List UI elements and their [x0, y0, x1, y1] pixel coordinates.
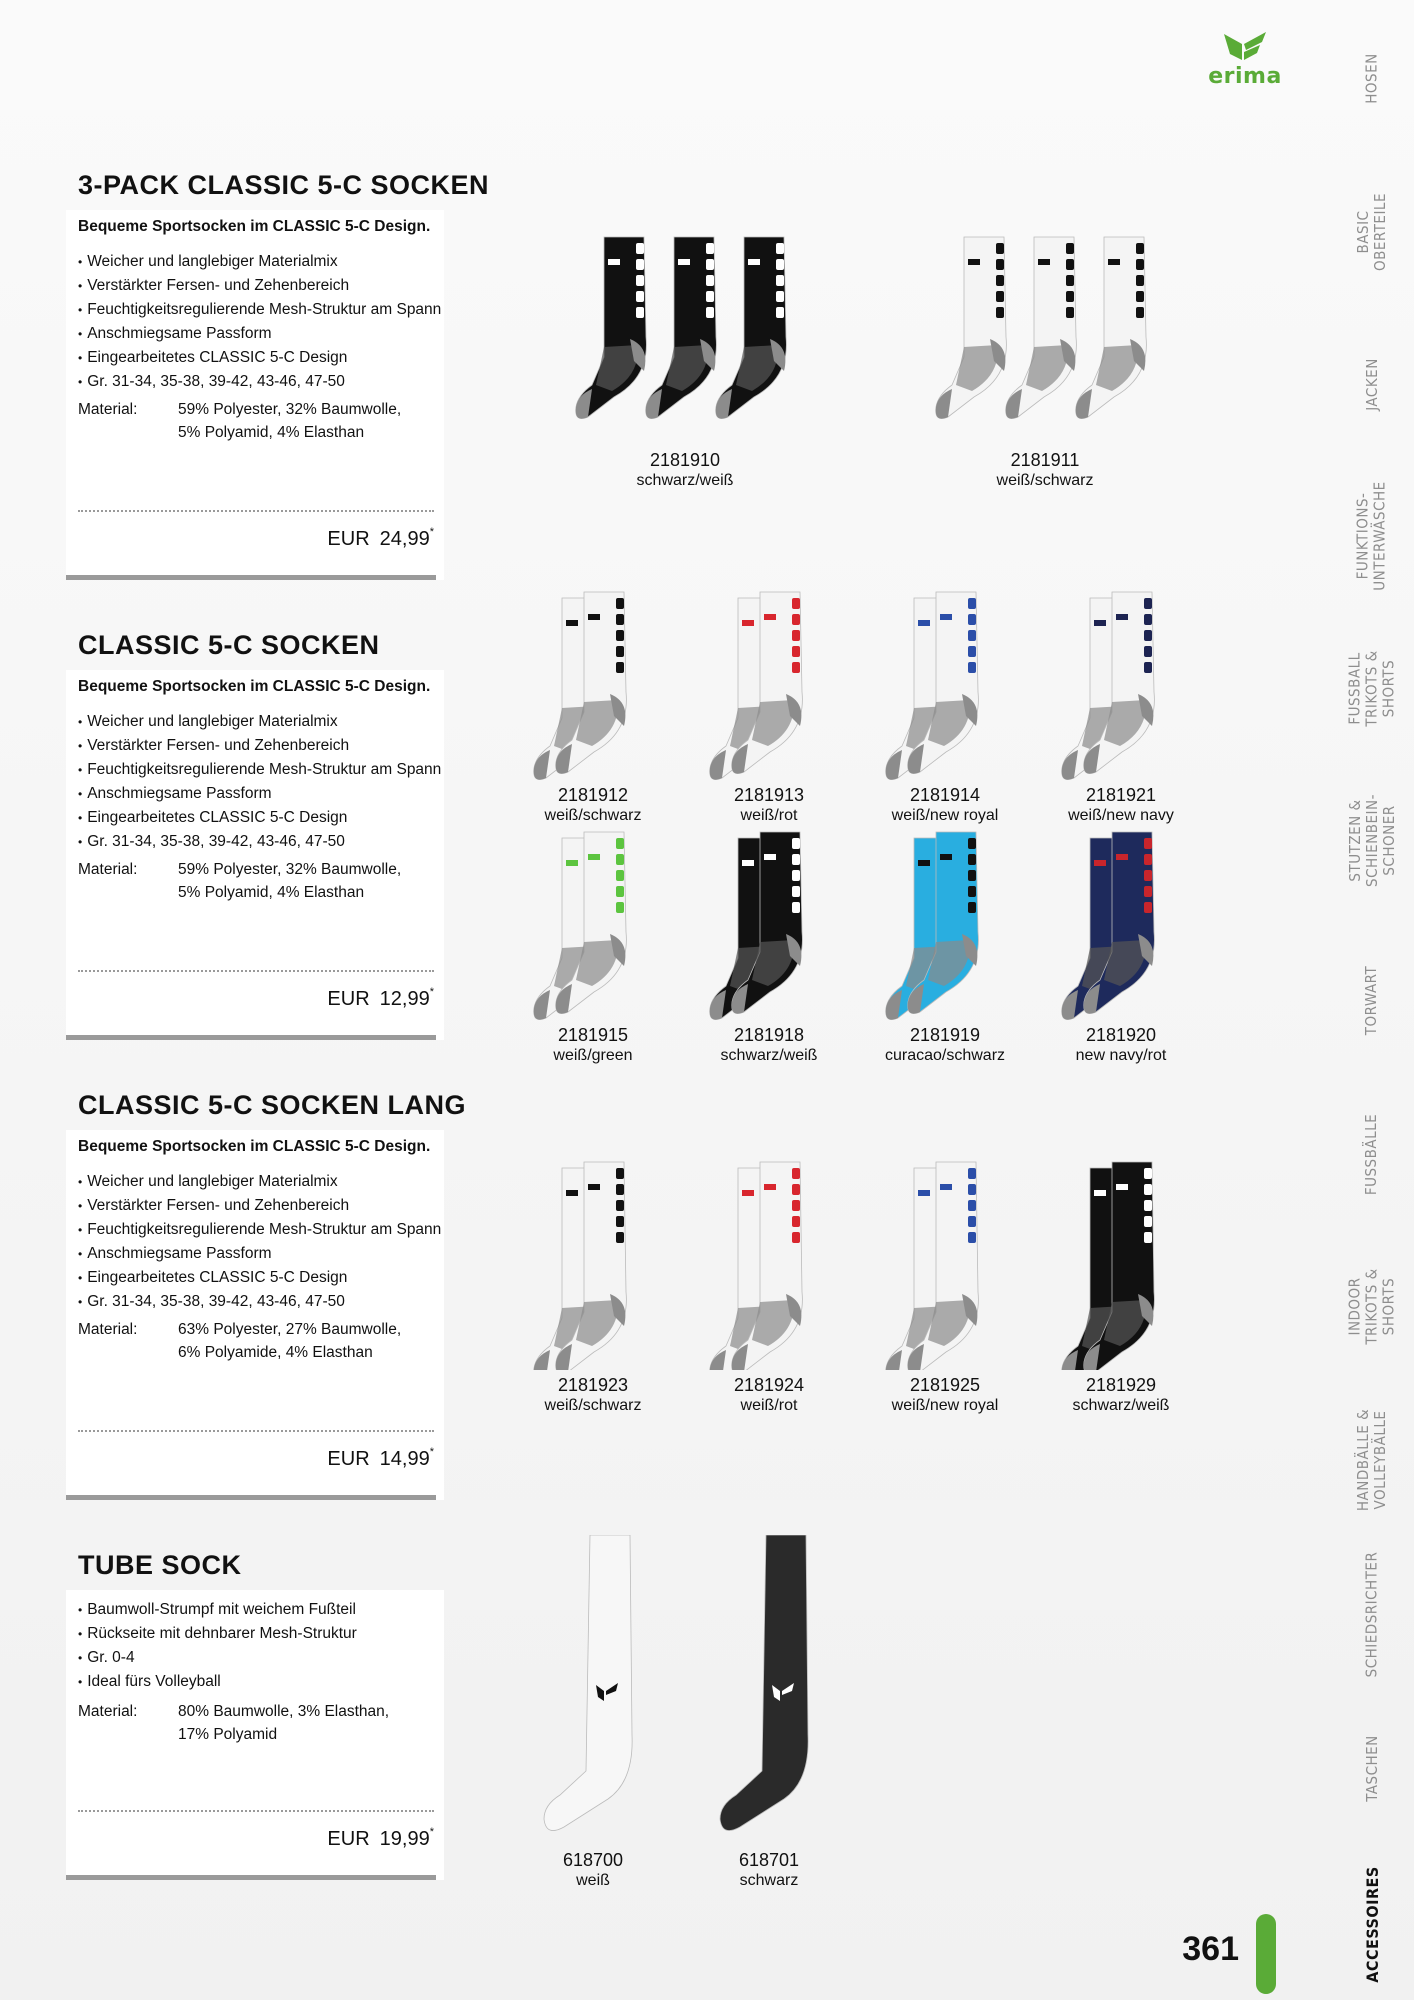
- feature-item: • Anschmiegsame Passform: [78, 1242, 441, 1266]
- price-footnote-mark: *: [429, 526, 434, 538]
- sock-image: [1056, 1160, 1186, 1370]
- feature-list: [78, 1170, 441, 1314]
- article-number: 2181910: [649, 450, 721, 470]
- side-nav-item-11[interactable]: [1330, 1698, 1414, 1838]
- article-number: 2181915: [557, 1025, 629, 1045]
- product-variant[interactable]: [860, 590, 1030, 826]
- side-nav-item-0[interactable]: [1330, 8, 1414, 148]
- price: [327, 1828, 434, 1851]
- feature-item: • Feuchtigkeitsregulierende Mesh-Struktur am Spann: [78, 1218, 441, 1242]
- price: [327, 988, 434, 1011]
- article-number: 2181925: [909, 1375, 981, 1395]
- product-info-card: [66, 670, 444, 1040]
- color-name: curacao/schwarz: [884, 1047, 1006, 1064]
- color-name: new navy/rot: [1075, 1047, 1167, 1064]
- side-nav-label: BASIC OBERTEILE: [1353, 193, 1389, 271]
- sock-image: [538, 1535, 648, 1845]
- product-info-card: [66, 210, 444, 580]
- article-number: 2181929: [1085, 1375, 1157, 1395]
- price: [327, 1448, 434, 1471]
- sock-image: [1056, 590, 1186, 780]
- article-number: 618700: [562, 1850, 624, 1870]
- product-variant[interactable]: [508, 590, 678, 826]
- side-nav-item-2[interactable]: [1330, 314, 1414, 454]
- sock-image: [528, 1160, 658, 1370]
- feature-item: • Anschmiegsame Passform: [78, 782, 441, 806]
- side-nav-label: SCHIEDSRICHTER: [1362, 1551, 1381, 1677]
- price-value: 12,99: [379, 988, 430, 1010]
- divider: [78, 1430, 434, 1432]
- feature-item: • Eingearbeitetes CLASSIC 5-C Design: [78, 346, 441, 370]
- sock-image: [570, 235, 800, 445]
- feature-item: • Weicher und langlebiger Materialmix: [78, 250, 441, 274]
- page-number: 361: [1182, 1930, 1239, 1968]
- price: [327, 528, 434, 551]
- side-nav-label: TASCHEN: [1362, 1734, 1381, 1802]
- side-nav-label: INDOOR TRIKOTS & SHORTS: [1345, 1267, 1398, 1345]
- feature-list: [78, 250, 441, 394]
- side-nav-item-9[interactable]: [1330, 1390, 1414, 1530]
- product-variant[interactable]: [1036, 1160, 1206, 1416]
- feature-item: • Verstärkter Fersen- und Zehenbereich: [78, 274, 441, 298]
- color-name: weiß/rot: [740, 807, 798, 824]
- product-variant[interactable]: [684, 590, 854, 826]
- product-variant[interactable]: [684, 830, 854, 1066]
- erima-logo: [1200, 30, 1290, 90]
- sock-image: [704, 590, 834, 780]
- side-nav-item-7[interactable]: [1330, 1084, 1414, 1224]
- product-title: 3-PACK CLASSIC 5-C SOCKEN: [78, 170, 490, 200]
- side-nav-label: STUTZEN & SCHIENBEIN- SCHONER: [1345, 793, 1398, 887]
- side-nav-label: FUSSBALL TRIKOTS & SHORTS: [1345, 649, 1398, 727]
- color-name: schwarz/weiß: [1072, 1397, 1170, 1414]
- color-name: weiß/new navy: [1068, 807, 1174, 824]
- feature-item: • Gr. 31-34, 35-38, 39-42, 43-46, 47-50: [78, 370, 441, 394]
- product-variant[interactable]: [508, 830, 678, 1066]
- feature-item: • Baumwoll-Strumpf mit weichem Fußteil: [78, 1598, 357, 1622]
- sock-image: [880, 830, 1010, 1020]
- article-number: 2181923: [557, 1375, 629, 1395]
- card-bottom-bar: [66, 575, 436, 580]
- side-nav-item-1[interactable]: [1330, 162, 1414, 302]
- product-variant[interactable]: [860, 1160, 1030, 1416]
- product-title: CLASSIC 5-C SOCKEN LANG: [78, 1090, 467, 1120]
- product-info-card: [66, 1130, 444, 1500]
- color-name: weiß/green: [553, 1047, 633, 1064]
- sock-image: [704, 1160, 834, 1370]
- card-bottom-bar: [66, 1875, 436, 1880]
- color-name: weiß/schwarz: [996, 472, 1094, 489]
- currency: EUR: [327, 528, 370, 550]
- side-nav-label: ACCESSOIRES: [1362, 1865, 1382, 1983]
- side-nav-item-10[interactable]: [1330, 1544, 1414, 1684]
- product-variant[interactable]: [508, 1160, 678, 1416]
- color-name: weiß/schwarz: [544, 1397, 642, 1414]
- material-label: Material:: [78, 401, 138, 418]
- feature-list: [78, 710, 441, 854]
- divider: [78, 970, 434, 972]
- article-number: 2181918: [733, 1025, 805, 1045]
- article-number: 2181920: [1085, 1025, 1157, 1045]
- side-nav-item-12[interactable]: [1330, 1854, 1414, 1994]
- material-value: 59% Polyester, 32% Baumwolle, 5% Polyamid, 4% Elasthan: [178, 861, 402, 901]
- material-value: 59% Polyester, 32% Baumwolle, 5% Polyamid, 4% Elasthan: [178, 401, 402, 441]
- divider: [78, 510, 434, 512]
- feature-item: • Feuchtigkeitsregulierende Mesh-Struktur am Spann: [78, 758, 441, 782]
- sock-image: [880, 590, 1010, 780]
- product-title: TUBE SOCK: [78, 1550, 242, 1580]
- side-nav-item-6[interactable]: [1330, 930, 1414, 1070]
- product-variant[interactable]: [860, 830, 1030, 1066]
- side-nav-label: FUSSBÄLLE: [1362, 1113, 1381, 1195]
- color-name: weiß/new royal: [891, 1397, 999, 1414]
- side-nav-label: HANDBÄLLE & VOLLEYBÄLLE: [1354, 1408, 1389, 1512]
- color-name: weiß/schwarz: [544, 807, 642, 824]
- article-number: 2181919: [909, 1025, 981, 1045]
- divider: [78, 1810, 434, 1812]
- price-footnote-mark: *: [429, 986, 434, 998]
- card-bottom-bar: [66, 1035, 436, 1040]
- side-nav-item-3[interactable]: [1330, 466, 1414, 606]
- product-variant[interactable]: [1036, 830, 1206, 1066]
- feature-item: • Gr. 31-34, 35-38, 39-42, 43-46, 47-50: [78, 1290, 441, 1314]
- sock-image: [930, 235, 1160, 445]
- sock-image: [528, 590, 658, 780]
- sock-image: [880, 1160, 1010, 1370]
- product-variant[interactable]: [920, 235, 1170, 491]
- color-name: schwarz/weiß: [636, 472, 734, 489]
- material-label: Material:: [78, 1703, 138, 1720]
- side-nav-item-5[interactable]: [1330, 770, 1414, 910]
- feature-item: • Ideal fürs Volleyball: [78, 1670, 357, 1694]
- sock-image: [1056, 830, 1186, 1020]
- product-info-card: [66, 1590, 444, 1880]
- feature-list: [78, 1598, 357, 1694]
- currency: EUR: [327, 1828, 370, 1850]
- price-footnote-mark: *: [429, 1446, 434, 1458]
- material-value: 80% Baumwolle, 3% Elasthan, 17% Polyamid: [178, 1703, 390, 1743]
- article-number: 2181911: [1010, 450, 1080, 470]
- price-footnote-mark: *: [429, 1826, 434, 1838]
- currency: EUR: [327, 988, 370, 1010]
- brand-name: erima: [1208, 64, 1282, 89]
- product-variant[interactable]: [684, 1535, 854, 1891]
- currency: EUR: [327, 1448, 370, 1470]
- product-variant[interactable]: [684, 1160, 854, 1416]
- price-value: 19,99: [379, 1828, 430, 1850]
- color-name: schwarz: [739, 1872, 799, 1889]
- material-label: Material:: [78, 1321, 138, 1338]
- side-nav-label: FUNKTIONS- UNTERWÄSCHE: [1354, 481, 1389, 591]
- article-number: 618701: [738, 1850, 800, 1870]
- article-number: 2181924: [733, 1375, 805, 1395]
- product-subtitle: Bequeme Sportsocken im CLASSIC 5-C Design.: [78, 1138, 431, 1155]
- erima-logo-icon: [1222, 30, 1268, 62]
- side-nav-label: TORWART: [1362, 965, 1381, 1035]
- feature-item: • Eingearbeitetes CLASSIC 5-C Design: [78, 1266, 441, 1290]
- color-name: schwarz/weiß: [720, 1047, 818, 1064]
- feature-item: • Feuchtigkeitsregulierende Mesh-Struktur am Spann: [78, 298, 441, 322]
- product-subtitle: Bequeme Sportsocken im CLASSIC 5-C Design.: [78, 678, 431, 695]
- product-variant[interactable]: [508, 1535, 678, 1891]
- feature-item: • Anschmiegsame Passform: [78, 322, 441, 346]
- material-value: 63% Polyester, 27% Baumwolle, 6% Polyamide, 4% Elasthan: [178, 1321, 402, 1361]
- feature-item: • Verstärkter Fersen- und Zehenbereich: [78, 734, 441, 758]
- color-name: weiß/new royal: [891, 807, 999, 824]
- page-accent-bar: [1256, 1914, 1276, 1994]
- price-value: 14,99: [379, 1448, 430, 1470]
- sock-image: [714, 1535, 824, 1845]
- product-variant[interactable]: [1036, 590, 1206, 826]
- material-label: Material:: [78, 861, 138, 878]
- article-number: 2181921: [1085, 785, 1157, 805]
- product-subtitle: Bequeme Sportsocken im CLASSIC 5-C Design.: [78, 218, 431, 235]
- feature-item: • Weicher und langlebiger Materialmix: [78, 710, 441, 734]
- product-variant[interactable]: [560, 235, 810, 491]
- product-title: CLASSIC 5-C SOCKEN: [78, 630, 380, 660]
- color-name: weiß: [576, 1872, 610, 1889]
- feature-item: • Rückseite mit dehnbarer Mesh-Struktur: [78, 1622, 357, 1646]
- side-nav-label: HOSEN: [1362, 52, 1381, 104]
- article-number: 2181914: [909, 785, 981, 805]
- card-bottom-bar: [66, 1495, 436, 1500]
- color-name: weiß/rot: [740, 1397, 798, 1414]
- article-number: 2181913: [733, 785, 805, 805]
- article-number: 2181912: [557, 785, 629, 805]
- feature-item: • Gr. 31-34, 35-38, 39-42, 43-46, 47-50: [78, 830, 441, 854]
- side-nav-item-4[interactable]: [1330, 618, 1414, 758]
- feature-item: • Weicher und langlebiger Materialmix: [78, 1170, 441, 1194]
- sock-image: [528, 830, 658, 1020]
- side-nav-item-8[interactable]: [1330, 1236, 1414, 1376]
- price-value: 24,99: [379, 528, 430, 550]
- feature-item: • Verstärkter Fersen- und Zehenbereich: [78, 1194, 441, 1218]
- feature-item: • Eingearbeitetes CLASSIC 5-C Design: [78, 806, 441, 830]
- feature-item: • Gr. 0-4: [78, 1646, 357, 1670]
- category-side-nav: [1330, 0, 1414, 2000]
- side-nav-label: JACKEN: [1362, 357, 1381, 411]
- sock-image: [704, 830, 834, 1020]
